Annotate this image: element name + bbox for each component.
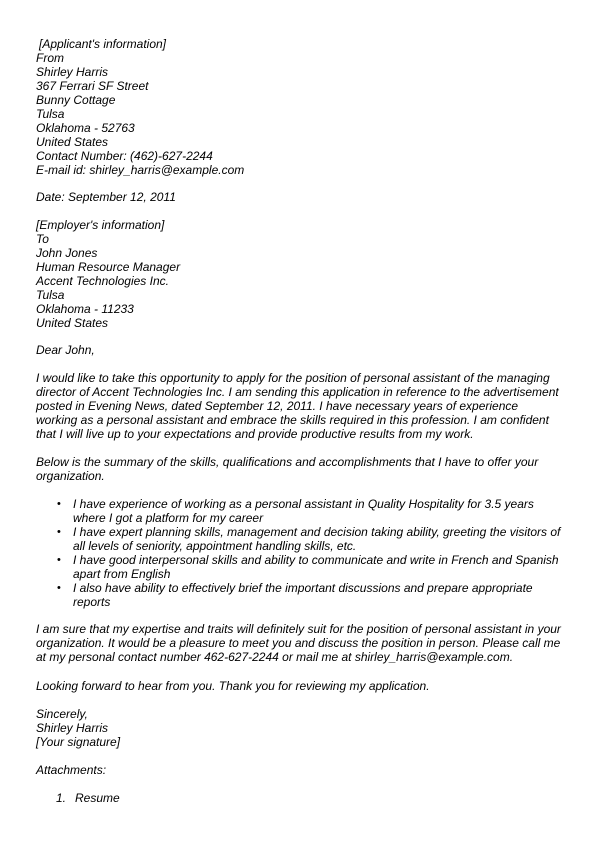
applicant-state-zip: Oklahoma - 52763 bbox=[36, 121, 135, 135]
employer-city: Tulsa bbox=[36, 288, 65, 302]
applicant-city: Tulsa bbox=[36, 107, 65, 121]
letter-date: Date: September 12, 2011 bbox=[36, 190, 176, 204]
closing-paragraph: I am sure that my expertise and traits will definitely suit for the position of personal assistant in your organization. It would be a pleasure to meet you and discuss the position in person. Please call me at my personal contact number 462-627-2244 or mail me at shirley_harris@example.com. bbox=[36, 622, 561, 664]
employer-info bbox=[36, 218, 556, 330]
employer-state-zip: Oklahoma - 11233 bbox=[36, 302, 134, 316]
applicant-house: Bunny Cottage bbox=[36, 93, 116, 107]
applicant-street: 367 Ferrari SF Street bbox=[36, 79, 149, 93]
thanks-paragraph: Looking forward to hear from you. Thank you for reviewing my application. bbox=[36, 679, 430, 693]
signer-name: Shirley Harris bbox=[36, 721, 109, 735]
skills-list bbox=[36, 497, 566, 609]
list-item bbox=[36, 497, 566, 525]
applicant-country: United States bbox=[36, 135, 109, 149]
list-item-text: I have expert planning skills, management and decision taking ability, greeting the visitors of all levels of seniority, appointment handling skills, etc. bbox=[73, 525, 561, 553]
attachments-block bbox=[36, 763, 556, 777]
attachment-number: 1. bbox=[56, 791, 67, 805]
salutation: Dear John, bbox=[36, 343, 95, 357]
employer-title: Human Resource Manager bbox=[36, 260, 181, 274]
signoff-block bbox=[36, 707, 556, 749]
list-item bbox=[36, 581, 566, 609]
applicant-heading: [Applicant's information] bbox=[39, 37, 167, 51]
attachments-list bbox=[36, 791, 120, 805]
attachments-label: Attachments: bbox=[36, 763, 107, 777]
bullet-icon: • bbox=[57, 526, 61, 538]
list-item bbox=[36, 525, 566, 553]
signature-placeholder: [Your signature] bbox=[36, 735, 121, 749]
bullet-icon: • bbox=[57, 498, 61, 510]
employer-name: John Jones bbox=[36, 246, 98, 260]
employer-company: Accent Technologies Inc. bbox=[36, 274, 169, 288]
list-item-text: I have experience of working as a personal assistant in Quality Hospitality for 3.5 years where I got a platform for my career bbox=[73, 497, 534, 525]
signoff: Sincerely, bbox=[36, 707, 88, 721]
applicant-name: Shirley Harris bbox=[36, 65, 109, 79]
bullet-icon: • bbox=[57, 554, 61, 566]
list-item-text: I have good interpersonal skills and ability to communicate and write in French and Spanish apart from English bbox=[73, 553, 559, 581]
applicant-phone: Contact Number: (462)-627-2244 bbox=[36, 149, 213, 163]
list-item-text: I also have ability to effectively brief the important discussions and prepare appropriate reports bbox=[73, 581, 533, 609]
employer-country: United States bbox=[36, 316, 109, 330]
employer-heading: [Employer's information] bbox=[36, 218, 165, 232]
to-label: To bbox=[36, 232, 49, 246]
attachment-name: Resume bbox=[75, 791, 120, 805]
bullet-icon: • bbox=[57, 582, 61, 594]
letter-date-block bbox=[36, 190, 556, 204]
summary-paragraph: Below is the summary of the skills, qualifications and accomplishments that I have to offer your organization. bbox=[36, 455, 539, 483]
list-item bbox=[36, 791, 120, 805]
intro-paragraph: I would like to take this opportunity to apply for the position of personal assistant of the managing director of Accent Technologies Inc. I am sending this application in reference to the advertisement posted in Evening News, dated September 12, 2011. I have necessary years of experience working as a personal assistant and embrace the skills required in this profession. I am confident that I will live up to your expectations and provide productive results from my work. bbox=[36, 371, 559, 441]
applicant-email: E-mail id: shirley_harris@example.com bbox=[36, 163, 245, 177]
from-label: From bbox=[36, 51, 64, 65]
applicant-info bbox=[36, 37, 556, 177]
list-item bbox=[36, 553, 566, 581]
salutation-block bbox=[36, 343, 556, 357]
